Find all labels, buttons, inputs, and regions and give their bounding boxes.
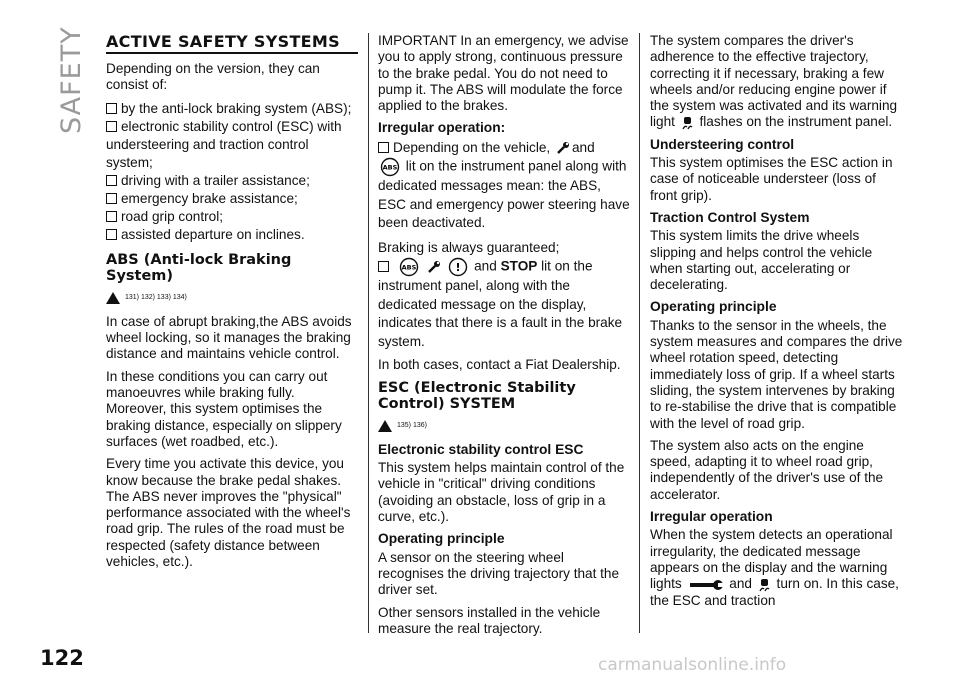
- warning-refs-text: 131) 132) 133) 134): [125, 293, 187, 301]
- paragraph: Braking is always guaranteed; ABS ! and STOP lit on the instrument panel, along with the dedicated message on the display, indicates that there is a fault in the brake system.: [378, 239, 623, 349]
- paragraph: The system compares the driver's adherence to the effective trajectory, correcting it if necessary, braking a few wheels and/or reducing engine power if the system was activated and its warning light flashes on the instrument panel.: [650, 33, 898, 130]
- list-item: driving with a trailer assistance;: [106, 172, 358, 190]
- warning-references: [378, 418, 632, 434]
- paragraph: The system also acts on the engine speed, adapting it to wheel road grip, independently of the driver's use of the accelerator.: [650, 437, 884, 502]
- list-item: assisted departure on inclines.: [106, 226, 358, 244]
- traction-heading: Traction Control System: [650, 209, 810, 225]
- checkbox-bullet-icon: [378, 142, 389, 153]
- section-tab: [52, 26, 88, 140]
- svg-text:ABS: ABS: [382, 163, 398, 172]
- paragraph: This system optimises the ESC action in case of noticeable understeer (loss of front grip).: [650, 155, 893, 203]
- checkbox-bullet-icon: [106, 103, 117, 114]
- svg-text:!: !: [455, 261, 461, 275]
- wrench-icon: [556, 141, 570, 155]
- operating-principle-heading: Operating principle: [378, 531, 505, 547]
- paragraph: Thanks to the sensor in the wheels, the system measures and compares the drive wheel rotation speed, detecting immediately loss of grip. If a wheel starts sliding, the system intervenes by braking to re-stabilise the drive that is compatible with the level of road grip.: [650, 317, 903, 431]
- intro-text: Depending on the version, they can consist of:: [106, 61, 320, 93]
- paragraph: IMPORTANT In an emergency, we advise you to apply strong, continuous pressure to the brake pedal. You do not need to pump it. The ABS will modulate the force applied to the brakes.: [378, 33, 629, 114]
- checkbox-bullet-icon: [106, 229, 117, 240]
- svg-text:ABS: ABS: [401, 263, 417, 272]
- checkbox-bullet-icon: [106, 211, 117, 222]
- warning-refs-text: 135) 136): [397, 421, 427, 429]
- skid-car-icon: [681, 116, 694, 130]
- watermark: carmanualsonline.info: [598, 655, 787, 675]
- column-divider: [639, 33, 640, 633]
- abs-warning-icon: [399, 257, 419, 277]
- understeering-heading: Understeering control: [650, 136, 795, 152]
- list-item: emergency brake assistance;: [106, 190, 358, 208]
- warning-triangle-icon: [378, 420, 392, 432]
- page-number: 122: [40, 646, 84, 670]
- wrench-icon: [688, 579, 724, 591]
- paragraph: This system helps maintain control of the vehicle in "critical" driving conditions (avoiding an obstacle, loss of grip in a curve, etc.).: [378, 460, 625, 525]
- checkbox-bullet-icon: [378, 261, 389, 272]
- section-title: ACTIVE SAFETY SYSTEMS: [106, 33, 358, 54]
- warning-triangle-icon: [106, 292, 120, 304]
- checkbox-bullet-icon: [106, 121, 117, 132]
- irregular-heading: Irregular operation:: [378, 120, 506, 136]
- column-2: [378, 33, 632, 643]
- checkbox-bullet-icon: [106, 193, 117, 204]
- paragraph: Other sensors installed in the vehicle measure the real trajectory.: [378, 604, 601, 636]
- warning-references: [106, 290, 358, 306]
- esc-heading: ESC (Electronic Stability Control) SYSTEM: [378, 379, 576, 412]
- column-divider: [368, 33, 369, 633]
- irregular-heading: Irregular operation: [650, 509, 773, 525]
- brake-warning-icon: [448, 257, 468, 277]
- esc-subheading: Electronic stability control ESC: [378, 441, 584, 457]
- column-1: [106, 33, 358, 576]
- paragraph: In case of abrupt braking,the ABS avoids wheel locking, so it manages the braking distance and maintains vehicle control.: [106, 313, 352, 362]
- section-tab-label: SAFETY: [56, 26, 87, 134]
- wrench-icon: [427, 260, 441, 274]
- checkbox-bullet-icon: [106, 175, 117, 186]
- abs-warning-icon: [380, 157, 400, 177]
- list-item: road grip control;: [106, 208, 358, 226]
- list-item: electronic stability control (ESC) with understeering and traction control system;: [106, 118, 342, 170]
- abs-heading: ABS (Anti-lock Braking System): [106, 251, 292, 284]
- paragraph: This system limits the drive wheels slipping and helps control the vehicle when starting out, accelerating or decelerating.: [650, 228, 873, 293]
- paragraph: In these conditions you can carry out manoeuvres while braking fully. Moreover, this system optimises the braking distance, especially on slippery surfaces (wet roadbed, etc.).: [106, 368, 342, 449]
- list-item: by the anti-lock braking system (ABS);: [106, 100, 358, 118]
- skid-car-icon: [758, 578, 771, 592]
- operating-principle-heading: Operating principle: [650, 299, 777, 315]
- paragraph: In both cases, contact a Fiat Dealership.: [378, 357, 621, 373]
- paragraph: Depending on the vehicle, and ABS lit on the instrument panel along with dedicated messages mean: the ABS, ESC and emergency power steering have been deactivated.: [378, 139, 630, 231]
- paragraph: When the system detects an operational irregularity, the dedicated message appears on the display and the warning lights and turn on. In this case, the ESC and traction: [650, 527, 899, 608]
- paragraph: A sensor on the steering wheel recognises the driving trajectory that the driver set.: [378, 549, 620, 598]
- column-3: [650, 33, 906, 615]
- paragraph: Every time you activate this device, you know because the brake pedal shakes. The ABS never improves the "physical" performance associated with the wheel's road grip. The rules of the road must be respected (safety distance between vehicles, etc.).: [106, 456, 351, 570]
